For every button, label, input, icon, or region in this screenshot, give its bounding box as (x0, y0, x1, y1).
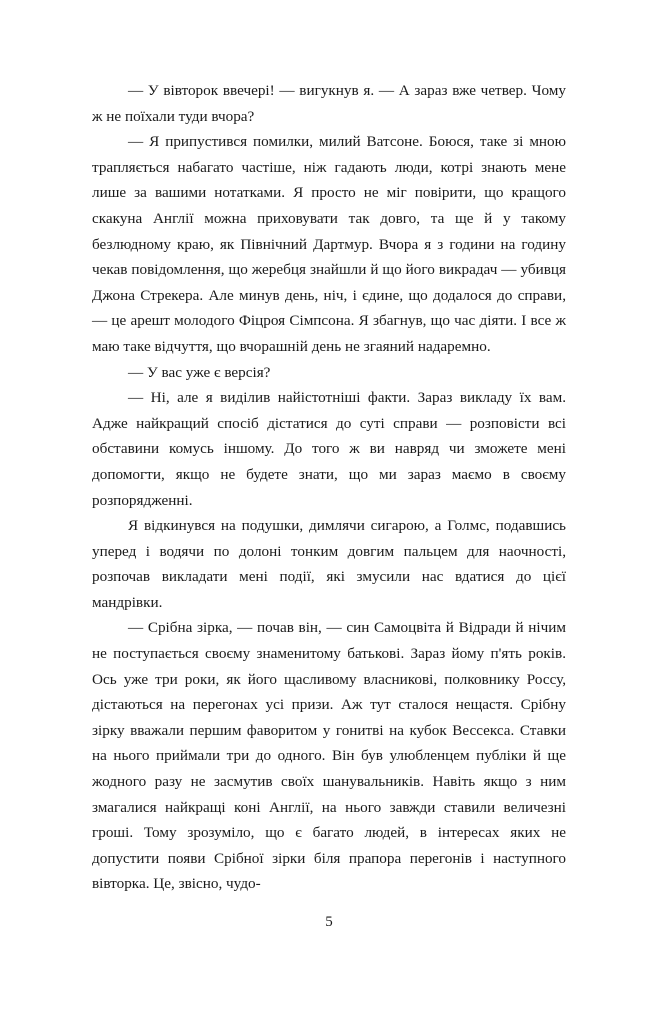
page-body-text (92, 78, 566, 897)
paragraph-2: — Я припустився помилки, милий Ватсоне. Боюся, таке зі мною трапляється набагато частіше, ніж гадають люди, котрі знають мене лише за вашими нотатками. Я просто не міг повірити, що кращого скакуна Англії можна приховувати так довго, та ще й у такому безлюдному краю, як Північний Дартмур. Вчора я з години на годину чекав повідомлення, що жеребця знайшли й що його викрадач — убивця Джона Стрекера. Але минув день, ніч, і єдине, що додалося до справи, — це арешт молодого Фіцроя Сімпсона. Я збагнув, що час діяти. І все ж маю таке відчуття, що вчорашній день не згаяний надаремно. (92, 133, 566, 355)
paragraph-3: — У вас уже є версія? (128, 363, 271, 381)
paragraph-1: — У вівторок ввечері! — вигукнув я. — А зараз вже четвер. Чому ж не поїхали туди вчора? (92, 82, 566, 125)
paragraph-4: — Ні, але я виділив найістотніші факти. Зараз викладу їх вам. Адже найкращий спосіб дістатися до суті справи — розповісти всі обставини комусь іншому. До того ж ви навряд чи зможете мені допомогти, якщо не будете знати, що ми зараз маємо в своєму розпорядженні. (92, 389, 566, 509)
paragraph-5: Я відкинувся на подушки, димлячи сигарою, а Голмс, подавшись уперед і водячи по долоні тонким довгим пальцем для наочності, розпочав викладати мені події, які змусили нас вдатися до цієї мандрівки. (92, 517, 566, 611)
paragraph-6: — Срібна зірка, — почав він, — син Самоцвіта й Відради й нічим не поступається своєму знаменитому батькові. Зараз йому п'ять років. Ось уже три роки, як його щасливому власникові, полковнику Россу, дістаються на перегонах усі призи. Аж тут сталося нещастя. Срібну зірку вважали першим фаворитом у гонитві на кубок Вессекса. Ставки на нього приймали три до одного. Він був улюбленцем публіки й ще жодного разу не засмутив своїх шанувальників. Навіть якщо з ним змагалися найкращі коні Англії, на нього завжди ставили величезні гроші. Тому зрозуміло, що є багато людей, в інтересах яких не допустити появи Срібної зірки біля прапора перегонів і наступного вівторка. Це, звісно, чудо- (92, 619, 566, 893)
page-number: 5 (325, 914, 333, 930)
